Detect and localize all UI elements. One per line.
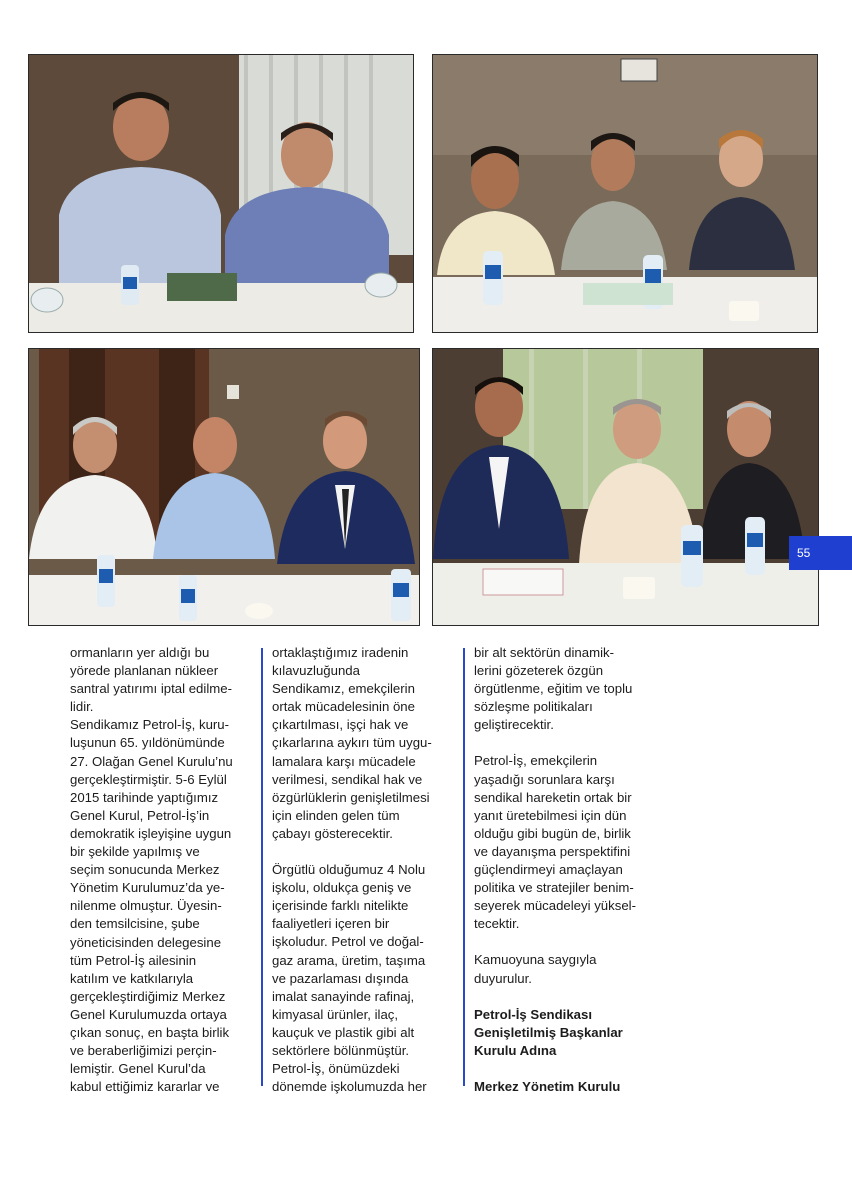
col2-line: verilmesi, sendikal hak ve xyxy=(272,771,423,787)
meeting-photo-3-image xyxy=(29,349,419,625)
col1-line: Yönetim Kurulumuz’da ye- xyxy=(70,880,225,896)
meeting-photo-2 xyxy=(432,54,818,333)
col3-line: bir alt sektörün dinamik- xyxy=(474,645,614,660)
col3-line: lerini gözeterek özgün xyxy=(474,663,604,679)
meeting-photo-4 xyxy=(432,348,819,626)
col2-line: dönemde işkolumuzda her xyxy=(272,1079,427,1095)
col2-line: çabayı gösterecektir. xyxy=(272,825,393,841)
col2-line: kimyasal ürünler, ilaç, xyxy=(272,1006,399,1022)
col1-line: gerçekleştirmiştir. 5-6 Eylül xyxy=(70,771,227,787)
col1-line: demokratik işleyişine uygun xyxy=(70,825,232,841)
col3-line: tecektir. xyxy=(474,916,520,932)
col2-line: ortaklaştığımız iradenin xyxy=(272,645,409,660)
meeting-photo-4-image xyxy=(433,349,818,625)
col2-line: içerisinde farklı nitelikte xyxy=(272,898,409,914)
col1-line: Genel Kurulumuzda ortaya xyxy=(70,1006,227,1022)
col2-line: kılavuzluğunda xyxy=(272,663,360,679)
col2-line: çıkartılması, işçi hak ve xyxy=(272,717,409,733)
col3-line: yaşadığı sorunlara karşı xyxy=(474,771,615,787)
col2-line: kauçuk ve plastik gibi alt xyxy=(272,1024,415,1040)
col1-line: den temsilcisine, şube xyxy=(70,916,200,932)
col2-line: Sendikamız, emekçilerin xyxy=(272,681,415,697)
col1-line: santral yatırımı iptal edilme- xyxy=(70,681,232,697)
meeting-photo-1 xyxy=(28,54,414,333)
text-column-2 xyxy=(272,644,460,1096)
col1-line: luşunun 65. yıldönümünde xyxy=(70,735,225,751)
col3-line: politika ve stratejiler benim- xyxy=(474,880,634,896)
col2-line: için elinden gelen tüm xyxy=(272,807,400,823)
signature-line: Kurulu Adına xyxy=(474,1042,557,1058)
meeting-photo-1-image xyxy=(29,55,413,332)
col1-line: lidir. xyxy=(70,699,94,715)
signature-line: Genişletilmiş Başkanlar xyxy=(474,1024,623,1040)
col3-line: duyurulur. xyxy=(474,970,532,986)
text-column-1 xyxy=(70,644,258,1096)
col2-line: özgürlüklerin genişletilmesi xyxy=(272,789,430,805)
col3-line: sözleşme politikaları xyxy=(474,699,593,715)
col1-line: kabul ettiğimiz kararlar ve xyxy=(70,1079,220,1095)
col2-line: işkolu, oldukça geniş ve xyxy=(272,880,412,896)
col2-line: ortak mücadelesinin öne xyxy=(272,699,415,715)
col3-line: örgütlenme, eğitim ve toplu xyxy=(474,681,633,697)
col1-line: 27. Olağan Genel Kurulu’nu xyxy=(70,753,233,769)
col1-line: bir şekilde yapılmış ve xyxy=(70,844,200,860)
col1-line: 2015 tarihinde yaptığımız xyxy=(70,789,219,805)
col1-line: ve beraberliğimizi perçin- xyxy=(70,1043,217,1059)
col1-line: lemiştir. Genel Kurul’da xyxy=(70,1061,206,1077)
col3-line: olduğu gibi bugün de, birlik xyxy=(474,825,631,841)
column-divider-1 xyxy=(261,648,263,1086)
col3-line: sendikal hareketin ortak bir xyxy=(474,789,632,805)
col2-line: faaliyetleri içeren bir xyxy=(272,916,390,932)
col1-line: yöneticisinden delegesine xyxy=(70,934,222,950)
col1-line: Sendikamız Petrol-İş, kuru- xyxy=(70,717,230,733)
col2-line: sektörlere bölünmüştür. xyxy=(272,1042,410,1058)
col2-line: ve pazarlaması dışında xyxy=(272,970,409,986)
col1-line: seçim sonucunda Merkez xyxy=(70,862,220,878)
col2-line: lamalara karşı mücadele xyxy=(272,753,416,769)
col3-line: güçlendirmeyi amaçlayan xyxy=(474,862,623,878)
col1-line: Genel Kurul, Petrol-İş’in xyxy=(70,807,210,823)
column-divider-2 xyxy=(463,648,465,1086)
meeting-photo-3 xyxy=(28,348,420,626)
col3-line: seyerek mücadeleyi yüksel- xyxy=(474,898,636,914)
col3-line: geliştirecektir. xyxy=(474,717,554,733)
col2-line: Örgütlü olduğumuz 4 Nolu xyxy=(272,862,426,878)
col3-line: Petrol-İş, emekçilerin xyxy=(474,753,598,769)
col1-line: gerçekleştirdiğimiz Merkez xyxy=(70,988,226,1004)
col1-line: katılım ve katkılarıyla xyxy=(70,970,194,986)
col1-line: çıkan sonuç, en başta birlik xyxy=(70,1024,230,1040)
text-column-3 xyxy=(474,644,662,1096)
page-number: 55 xyxy=(797,546,811,560)
col2-line: Petrol-İş, önümüzdeki xyxy=(272,1061,400,1077)
signature-board: Merkez Yönetim Kurulu xyxy=(474,1078,621,1094)
col2-line: imalat sanayinde rafinaj, xyxy=(272,988,415,1004)
col1-line: yörede planlanan nükleer xyxy=(70,663,219,679)
col3-line: ve dayanışma perspektifini xyxy=(474,843,631,859)
meeting-photo-2-image xyxy=(433,55,817,332)
col1-line: tüm Petrol-İş ailesinin xyxy=(70,952,197,968)
col3-line: Kamuoyuna saygıyla xyxy=(474,952,597,968)
col2-line: çıkarlarına aykırı tüm uygu- xyxy=(272,735,432,751)
col2-line: işkoludur. Petrol ve doğal- xyxy=(272,934,424,950)
page-number-tab xyxy=(789,536,852,570)
col1-line: ormanların yer aldığı bu xyxy=(70,645,210,660)
signature-line: Petrol-İş Sendikası xyxy=(474,1006,592,1022)
col2-line: gaz arama, üretim, taşıma xyxy=(272,952,426,968)
col3-line: yanıt üretebilmesi için dün xyxy=(474,807,627,823)
col1-line: nilenme olmuştur. Üyesin- xyxy=(70,898,222,914)
